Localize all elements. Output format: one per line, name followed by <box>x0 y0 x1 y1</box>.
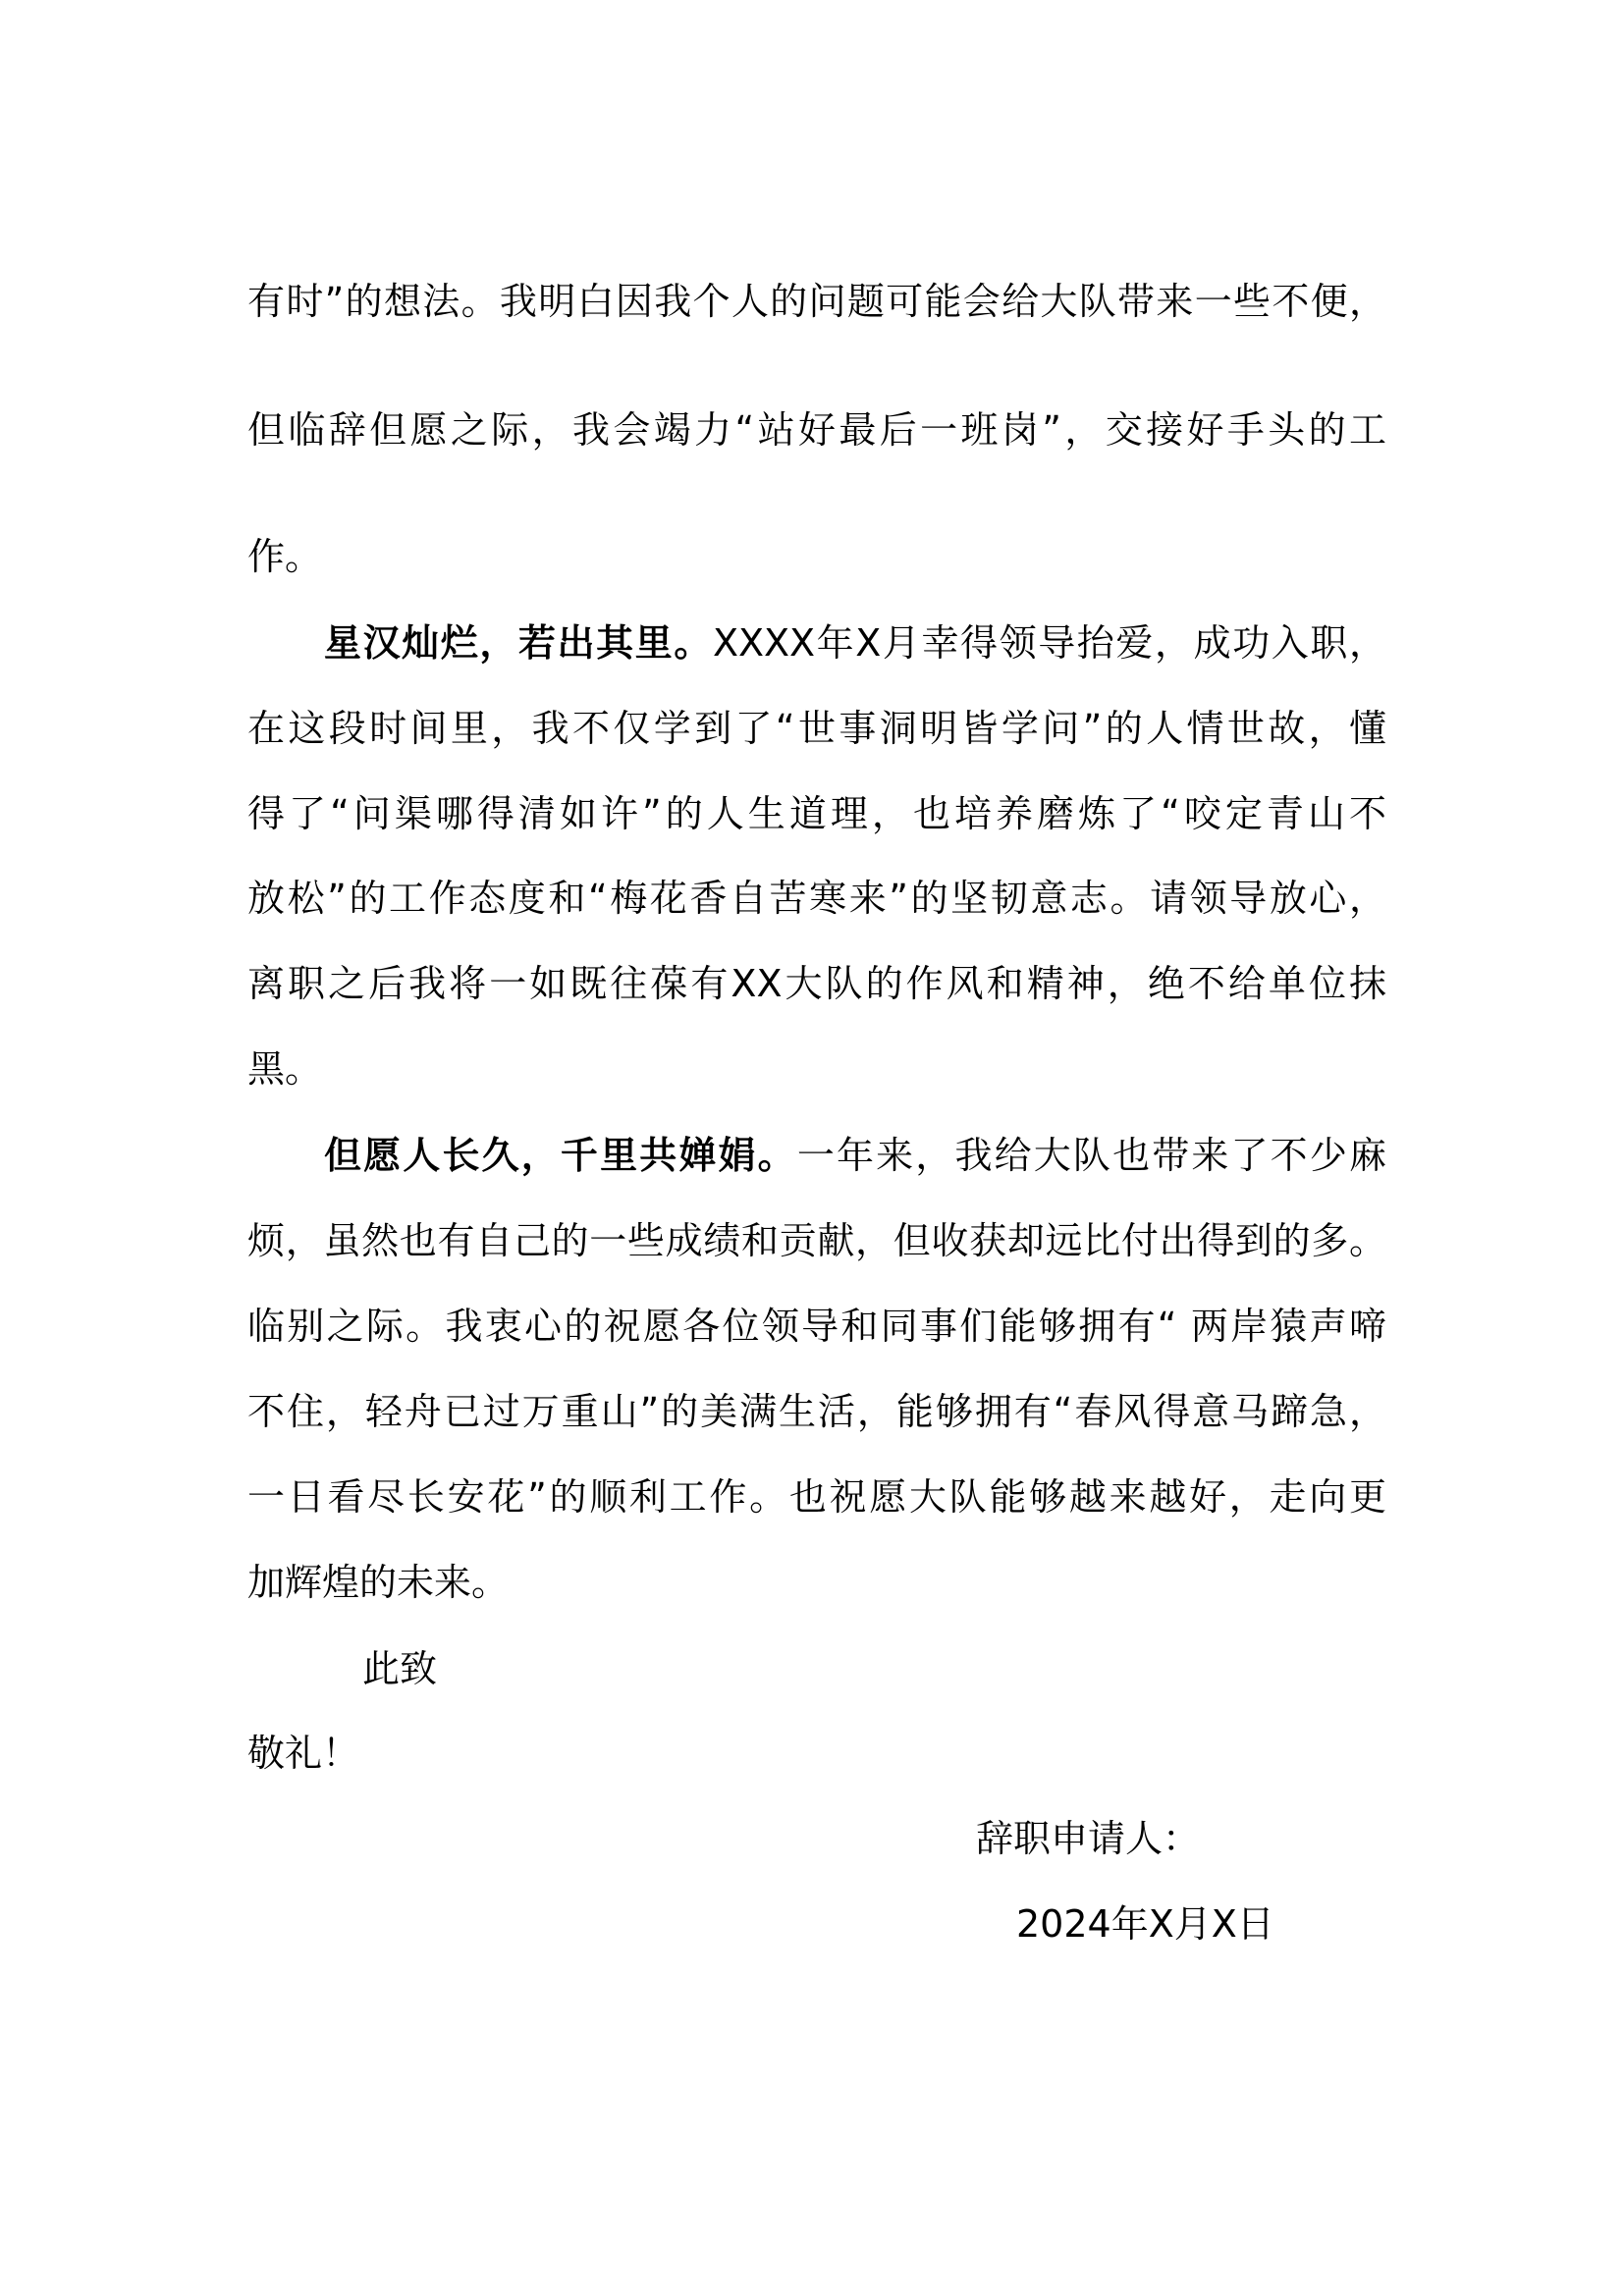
body-line: 一日看尽长安花”的顺利工作。也祝愿大队能够越来越好，走向更 <box>247 1475 1386 1519</box>
body-line: 临别之际。我衷心的祝愿各位领导和同事们能够拥有“ 两岸猿声啼 <box>247 1305 1386 1348</box>
body-line: 黑。 <box>247 1047 323 1091</box>
body-text: XXXX年X月幸得领导抬爱，成功入职， <box>712 621 1386 665</box>
paragraph-heading: 但愿人长久，千里共婵娟。 <box>324 1134 797 1177</box>
body-line: 放松”的工作态度和“梅花香自苦寒来”的坚韧意志。请领导放心， <box>247 877 1386 920</box>
body-line: 有时”的想法。我明白因我个人的问题可能会给大队带来一些不便， <box>247 280 1386 323</box>
body-line: 得了“问渠哪得清如许”的人生道理，也培养磨炼了“咬定青山不 <box>247 792 1386 835</box>
paragraph-heading: 星汉灿烂，若出其里。 <box>324 621 713 665</box>
paragraph-first-line <box>324 617 1386 668</box>
closing-regards: 敬礼！ <box>247 1732 360 1775</box>
body-line: 在这段时间里，我不仅学到了“世事洞明皆学问”的人情世故，懂 <box>247 707 1386 750</box>
body-line: 烦，虽然也有自己的一些成绩和贡献，但收获却远比付出得到的多。 <box>247 1219 1386 1262</box>
body-line: 离职之后我将一如既往葆有XX大队的作风和精神，绝不给单位抹 <box>247 962 1386 1005</box>
paragraph-first-line <box>324 1130 1386 1181</box>
closing-salutation: 此致 <box>362 1647 438 1690</box>
signature-label: 辞职申请人： <box>976 1817 1201 1860</box>
body-line: 不住，轻舟已过万重山”的美满生活，能够拥有“春风得意马蹄急， <box>247 1390 1386 1433</box>
body-line: 但临辞但愿之际，我会竭力“站好最后一班岗”，交接好手头的工 <box>247 408 1386 452</box>
body-line: 作。 <box>247 535 323 578</box>
body-text: 一年来，我给大队也带来了不少麻 <box>796 1134 1386 1177</box>
signature-date: 2024年X月X日 <box>1016 1902 1274 1946</box>
body-line: 加辉煌的未来。 <box>247 1561 510 1604</box>
